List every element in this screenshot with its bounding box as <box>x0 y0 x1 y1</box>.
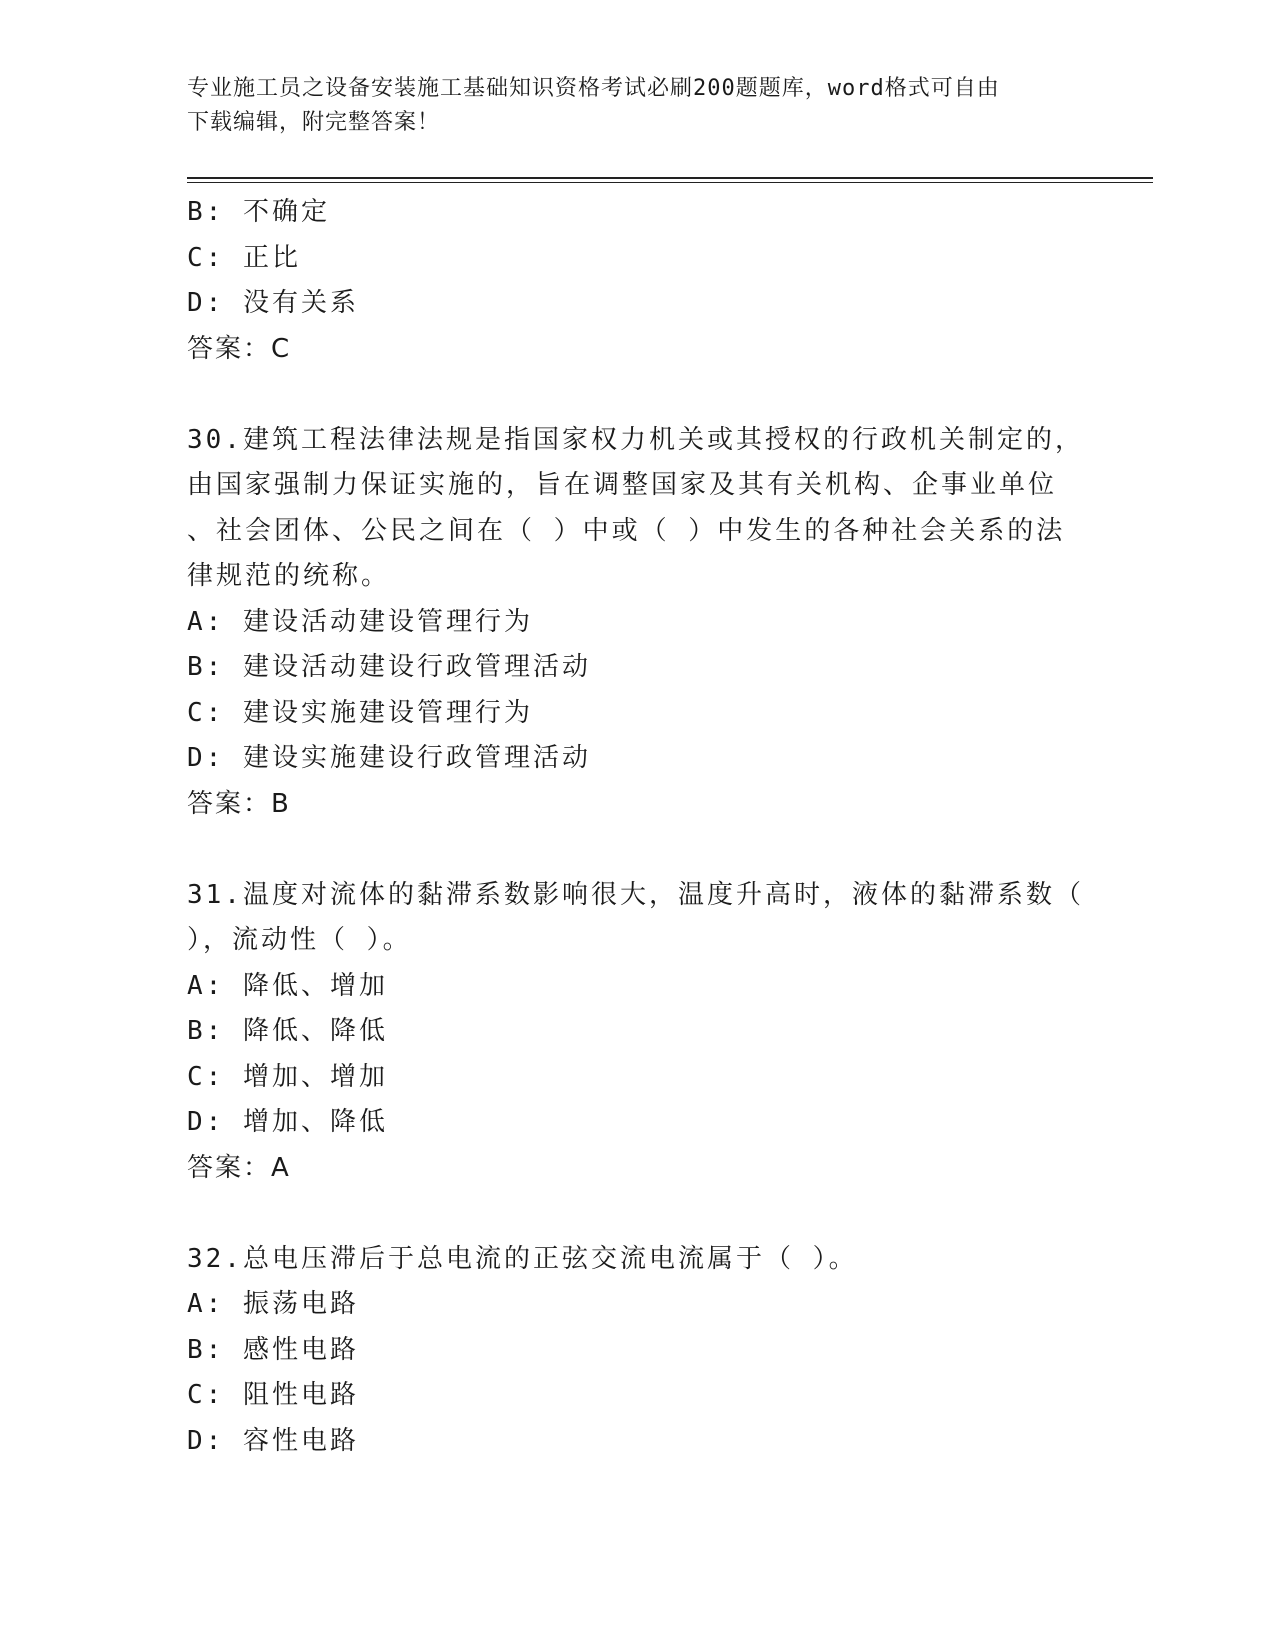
option-b: B: 不确定 <box>187 197 330 227</box>
option-d: D: 容性电路 <box>187 1425 359 1456</box>
question-stem-line: 31.温度对流体的黏滞系数影响很大，温度升高时，液体的黏滞系数（ <box>187 879 1084 910</box>
header-line-1: 专业施工员之设备安装施工基础知识资格考试必刷200题题库，word格式可自由 <box>187 76 1000 101</box>
question-30 <box>187 418 1087 828</box>
question-stem-line: 由国家强制力保证实施的，旨在调整国家及其有关机构、企事业单位 <box>187 470 1058 500</box>
option-c: C: 阻性电路 <box>187 1380 359 1410</box>
question-stem-line: 律规范的统称。 <box>187 561 391 591</box>
answer-label: 答案：A <box>187 1152 291 1183</box>
question-29-tail <box>187 190 1087 372</box>
option-d: D: 增加、降低 <box>187 1107 388 1137</box>
option-b: B: 降低、降低 <box>187 1016 388 1046</box>
spacer <box>187 372 1087 418</box>
option-c: C: 增加、增加 <box>187 1061 388 1092</box>
answer-label: 答案：C <box>187 333 292 364</box>
option-c: C: 正比 <box>187 242 301 273</box>
option-d: D: 建设实施建设行政管理活动 <box>187 743 591 773</box>
question-stem-line: 、社会团体、公民之间在（ ）中或（ ）中发生的各种社会关系的法 <box>187 515 1066 546</box>
option-d: D: 没有关系 <box>187 288 359 318</box>
question-stem-line: 32.总电压滞后于总电流的正弦交流电流属于（ ）。 <box>187 1243 858 1274</box>
question-32 <box>187 1237 1087 1465</box>
question-list <box>187 190 1087 1464</box>
spacer <box>187 1191 1087 1237</box>
spacer <box>187 827 1087 873</box>
option-c: C: 建设实施建设管理行为 <box>187 697 533 728</box>
question-stem-line: ），流动性（ ）。 <box>187 925 412 955</box>
option-b: B: 建设活动建设行政管理活动 <box>187 652 591 682</box>
question-stem-line: 30.建筑工程法律法规是指国家权力机关或其授权的行政机关制定的， <box>187 424 1084 455</box>
option-a: A: 振荡电路 <box>187 1289 359 1319</box>
header-divider-top <box>187 177 1153 179</box>
header-line-2: 下载编辑，附完整答案！ <box>187 110 441 135</box>
answer-label: 答案：B <box>187 788 291 819</box>
option-a: A: 建设活动建设管理行为 <box>187 606 533 637</box>
question-31 <box>187 873 1087 1192</box>
page-header <box>187 72 1087 140</box>
header-divider-bottom <box>187 182 1153 183</box>
option-b: B: 感性电路 <box>187 1334 359 1365</box>
option-a: A: 降低、增加 <box>187 970 388 1001</box>
